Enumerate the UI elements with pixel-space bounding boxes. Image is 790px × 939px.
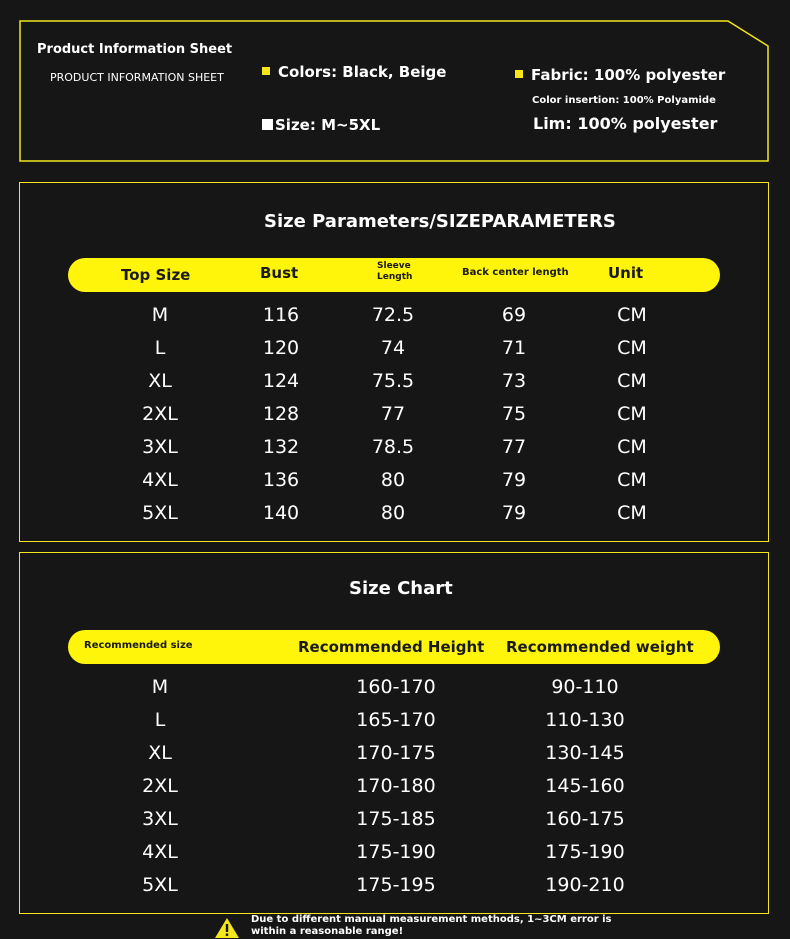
notice-line2: within a reasonable range!	[251, 926, 404, 937]
cell-size: 3XL	[142, 436, 178, 458]
header-sleeve-line2: Length	[377, 272, 413, 282]
fabric-line	[515, 66, 725, 84]
cell-size: L	[154, 709, 166, 731]
cell-bust: 136	[262, 469, 300, 491]
cell-bust: 132	[262, 436, 300, 458]
cell-size: 4XL	[142, 469, 178, 491]
cell-back-center-length: 73	[501, 370, 527, 392]
cell-weight: 175-190	[545, 841, 625, 863]
notice-text	[251, 914, 612, 938]
info-title: Product Information Sheet	[37, 42, 233, 57]
size-parameters-header	[68, 258, 720, 292]
color-insertion-text: Color insertion: 100% Polyamide	[532, 95, 716, 106]
cell-weight: 160-175	[545, 808, 625, 830]
cell-height: 165-170	[356, 709, 436, 731]
cell-size: 5XL	[142, 502, 178, 524]
header-bust: Bust	[260, 264, 299, 282]
cell-weight: 90-110	[551, 676, 619, 698]
cell-sleeve-length: 80	[380, 502, 406, 524]
cell-back-center-length: 79	[501, 502, 527, 524]
cell-bust: 120	[262, 337, 300, 359]
cell-unit: CM	[617, 370, 647, 392]
size-text: Size: M~5XL	[275, 116, 381, 134]
cell-weight: 130-145	[545, 742, 625, 764]
cell-size: XL	[148, 370, 172, 392]
cell-sleeve-length: 78.5	[371, 436, 415, 458]
header-back-center-length: Back center length	[462, 267, 569, 278]
warning-icon	[214, 917, 240, 939]
cell-bust: 124	[262, 370, 300, 392]
cell-height: 170-175	[356, 742, 436, 764]
size-chart-title: Size Chart	[349, 578, 453, 599]
cell-size: XL	[148, 742, 172, 764]
header-recommended-height: Recommended Height	[298, 638, 485, 656]
cell-unit: CM	[617, 436, 647, 458]
yellow-square-bullet-icon	[515, 70, 523, 78]
cell-weight: 110-130	[545, 709, 625, 731]
cell-size: M	[151, 676, 169, 698]
cell-sleeve-length: 77	[380, 403, 406, 425]
cell-weight: 190-210	[545, 874, 625, 896]
cell-size: L	[154, 337, 166, 359]
cell-unit: CM	[617, 469, 647, 491]
header-recommended-size: Recommended size	[84, 640, 193, 651]
cell-height: 175-190	[356, 841, 436, 863]
cell-height: 175-185	[356, 808, 436, 830]
header-recommended-weight: Recommended weight	[506, 638, 694, 656]
cell-back-center-length: 77	[501, 436, 527, 458]
white-square-bullet-icon	[262, 119, 273, 130]
cell-bust: 128	[262, 403, 300, 425]
cell-unit: CM	[617, 304, 647, 326]
lim-text: Lim: 100% polyester	[533, 114, 718, 133]
cell-size: 4XL	[142, 841, 178, 863]
cell-unit: CM	[617, 502, 647, 524]
size-line	[262, 116, 380, 134]
cell-back-center-length: 71	[501, 337, 527, 359]
header-sleeve-line1: Sleeve	[377, 261, 411, 271]
cell-weight: 145-160	[545, 775, 625, 797]
cell-sleeve-length: 72.5	[371, 304, 415, 326]
cell-back-center-length: 79	[501, 469, 527, 491]
size-parameters-title: Size Parameters/SIZEPARAMETERS	[264, 211, 616, 232]
info-subtitle: PRODUCT INFORMATION SHEET	[50, 71, 224, 84]
header-sleeve-length	[377, 261, 412, 283]
yellow-square-bullet-icon	[262, 67, 270, 75]
cell-size: 5XL	[142, 874, 178, 896]
cell-unit: CM	[617, 337, 647, 359]
cell-height: 160-170	[356, 676, 436, 698]
cell-bust: 116	[262, 304, 300, 326]
notice-line1: Due to different manual measurement methods, 1~3CM error is	[251, 914, 612, 925]
cell-back-center-length: 69	[501, 304, 527, 326]
cell-bust: 140	[262, 502, 300, 524]
cell-unit: CM	[617, 403, 647, 425]
fabric-text: Fabric: 100% polyester	[531, 66, 726, 84]
header-unit: Unit	[608, 264, 644, 282]
header-top-size: Top Size	[121, 266, 191, 284]
colors-text: Colors: Black, Beige	[278, 63, 447, 81]
cell-back-center-length: 75	[501, 403, 527, 425]
cell-sleeve-length: 74	[380, 337, 406, 359]
cell-size: M	[151, 304, 169, 326]
cell-height: 170-180	[356, 775, 436, 797]
cell-size: 2XL	[142, 775, 178, 797]
size-chart-header	[68, 630, 720, 664]
colors-line	[262, 63, 446, 81]
cell-sleeve-length: 80	[380, 469, 406, 491]
cell-sleeve-length: 75.5	[371, 370, 415, 392]
cell-size: 3XL	[142, 808, 178, 830]
cell-height: 175-195	[356, 874, 436, 896]
cell-size: 2XL	[142, 403, 178, 425]
